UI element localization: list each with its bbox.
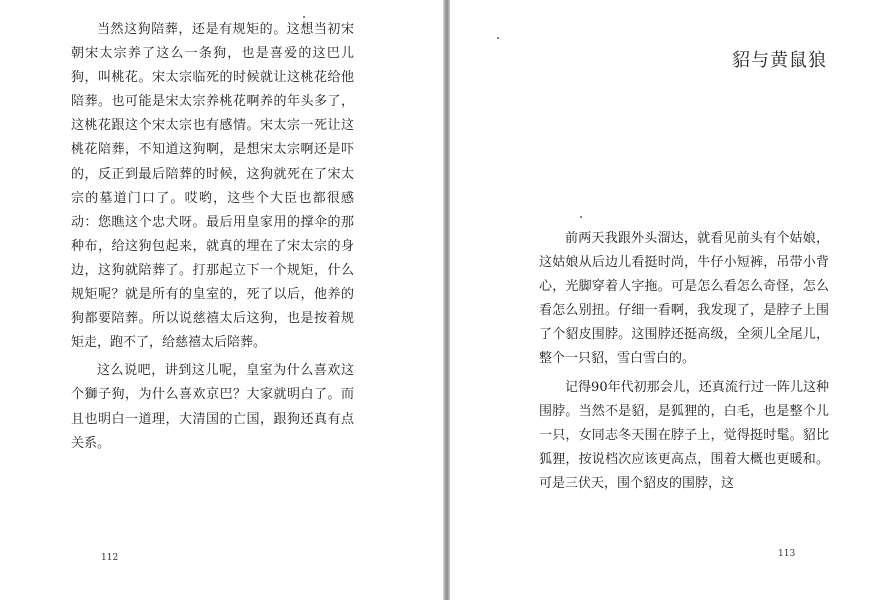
right-page-body (539, 227, 829, 496)
scan-speck (303, 16, 305, 18)
page-gutter (443, 0, 450, 600)
chapter-title: 貂与黄鼠狼 (732, 50, 827, 71)
left-page (0, 0, 443, 600)
left-paragraph-1: 当然这狗陪葬，还是有规矩的。这想当初宋朝宋太宗养了这么一条狗，也是喜爱的这巴儿狗，叫桃花。宋太宗临死的时候就让这桃花给他陪葬。也可能是宋太宗养桃花啊养的年头多了，这桃花跟这个宋太宗也有感情。宋太宗一死让这桃花陪葬，不知道这狗啊，是想宋太宗啊还是吓的，反正到最后陪葬的时候，这狗就死在了宋太宗的墓道门口了。哎哟，这些个大臣也都很感动：您瞧这个忠犬呀。最后用皇家用的撑伞的那种布，给这狗包起来，就真的埋在了宋太宗的身边，这狗就陪葬了。打那起立下一个规矩，什么规矩呢？就是所有的皇室的，死了以后，他养的狗都要陪葬。所以说慈禧太后这狗，也是按着规矩走，跑不了，给慈禧太后陪葬。 (71, 22, 354, 351)
left-page-number: 112 (101, 553, 119, 563)
left-page-body (71, 18, 354, 456)
right-paragraph-1: 前两天我跟外头溜达，就看见前头有个姑娘，这姑娘从后边儿看挺时尚，牛仔小短裤，吊带小背心，光脚穿着人字拖。可是怎么看怎么奇怪，怎么看怎么别扭。仔细一看啊，我发现了，是脖子上围了个貂皮围脖。这围脖还挺高级，全须儿全尾儿，整个一只貂，雪白雪白的。 (539, 231, 829, 367)
scan-speck (580, 216, 582, 218)
scan-speck (497, 37, 499, 39)
right-page-number: 113 (778, 549, 796, 559)
right-paragraph-2: 记得90年代初那会儿，还真流行过一阵儿这种围脖。当然不是貂，是狐狸的，白毛，也是整个儿一只，女同志冬天围在脖子上，觉得挺时髦。貂比狐狸，按说档次应该更高点，围着大概也更暖和。可是三伏天，围个貂皮的围脖，这 (539, 379, 829, 491)
right-page (450, 0, 893, 600)
left-paragraph-2: 这么说吧，讲到这儿呢，皇室为什么喜欢这个獅子狗，为什么喜欢京巴？大家就明白了。而且也明白一道理，大清国的亡国，跟狗还真有点关系。 (71, 363, 354, 451)
